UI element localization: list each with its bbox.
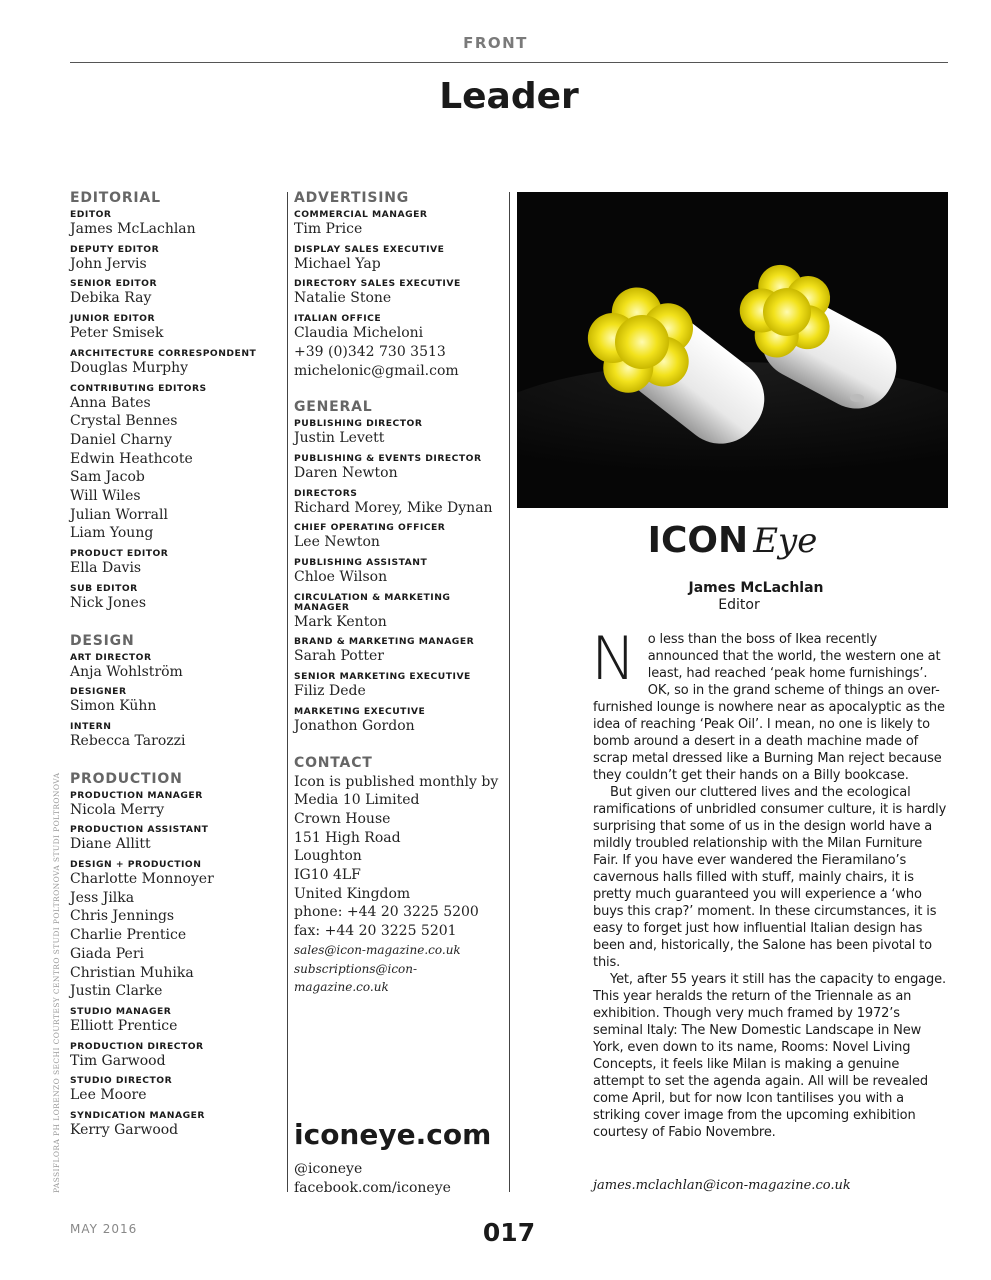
staff-name: Jess Jilka <box>70 889 135 906</box>
role-publishing-assistant: PUBLISHING ASSISTANT <box>294 557 428 569</box>
staff-name: James McLachlan <box>70 221 196 237</box>
contact-line: Loughton <box>294 848 362 865</box>
staff-name: Michael Yap <box>294 255 381 272</box>
website-url[interactable]: iconeye.com <box>294 1118 492 1151</box>
staff-name: Christian Muhika <box>70 964 194 981</box>
design-group <box>70 631 270 751</box>
section-label: FRONT <box>463 34 528 52</box>
staff-name: Jonathon Gordon <box>294 717 415 734</box>
role-directors: DIRECTORS <box>294 487 358 499</box>
page-number: 017 <box>482 1218 536 1247</box>
contact-line: 151 High Road <box>294 829 401 846</box>
author-name: James McLachlan <box>688 580 824 596</box>
contact-address <box>294 773 504 997</box>
staff-name: Daren Newton <box>294 464 398 481</box>
staff-column-1 <box>70 188 270 1158</box>
staff-name: Sarah Potter <box>294 648 384 665</box>
role-production-director: PRODUCTION DIRECTOR <box>70 1040 204 1052</box>
contact-line: Crown House <box>294 810 391 827</box>
role-directory-sales-executive: DIRECTORY SALES EXECUTIVE <box>294 278 461 290</box>
staff-name: Simon Kühn <box>70 698 157 715</box>
staff-column-2 <box>294 188 504 1014</box>
staff-name: +39 (0)342 730 3513 <box>294 343 446 360</box>
staff-name: Tim Price <box>294 221 363 237</box>
contact-email[interactable]: subscriptions@icon-magazine.co.uk <box>294 961 418 995</box>
staff-name: Mark Kenton <box>294 613 387 630</box>
page-title: Leader <box>439 76 579 117</box>
cover-photo <box>517 192 948 508</box>
editor-letter-body <box>591 624 949 1141</box>
contact-line: phone: +44 20 3225 5200 <box>294 904 479 921</box>
staff-name: John Jervis <box>70 255 147 272</box>
staff-name: Liam Young <box>70 525 154 542</box>
staff-name: Justin Clarke <box>70 983 163 1000</box>
dropcap: N <box>591 624 636 694</box>
staff-name: Tim Garwood <box>70 1052 166 1069</box>
staff-name: Crystal Bennes <box>70 413 178 430</box>
role-senior-editor: SENIOR EDITOR <box>70 278 158 290</box>
staff-name: Justin Levett <box>294 430 385 447</box>
staff-name: Douglas Murphy <box>70 359 189 376</box>
staff-name: Sam Jacob <box>70 469 145 486</box>
masthead <box>517 520 948 561</box>
staff-name: Elliott Prentice <box>70 1017 178 1034</box>
staff-name: Lee Newton <box>294 534 380 551</box>
masthead-eye: Eye <box>753 521 818 561</box>
editor-email[interactable]: james.mclachlan@icon-magazine.co.uk <box>593 1178 851 1193</box>
contact-group <box>294 753 504 997</box>
issue-date: MAY 2016 <box>70 1222 138 1236</box>
staff-name: Lee Moore <box>70 1087 147 1104</box>
role-senior-marketing-executive: SENIOR MARKETING EXECUTIVE <box>294 671 471 683</box>
contact-line: IG10 4LF <box>294 867 361 884</box>
contact-email[interactable]: sales@icon-magazine.co.uk <box>294 942 461 957</box>
general-heading: GENERAL <box>294 399 373 416</box>
role-architecture-correspondent: ARCHITECTURE CORRESPONDENT <box>70 347 257 359</box>
masthead-icon: ICON <box>647 520 749 561</box>
role-production-manager: PRODUCTION MANAGER <box>70 789 203 801</box>
production-group <box>70 769 270 1140</box>
role-deputy-editor: DEPUTY EDITOR <box>70 243 160 255</box>
twitter-handle[interactable]: @iconeye <box>294 1161 363 1177</box>
role-contributing-editors: CONTRIBUTING EDITORS <box>70 382 207 394</box>
role-syndication-manager: SYNDICATION MANAGER <box>70 1110 205 1122</box>
staff-name: Anja Wohlström <box>70 663 183 680</box>
column-divider-2 <box>509 192 510 1192</box>
role-commercial-manager: COMMERCIAL MANAGER <box>294 209 428 220</box>
staff-name: Will Wiles <box>70 488 141 505</box>
staff-name: Rebecca Tarozzi <box>70 732 186 749</box>
staff-name[interactable]: michelonic@gmail.com <box>294 362 459 379</box>
role-publishing-director: PUBLISHING DIRECTOR <box>294 418 423 430</box>
column-divider-1 <box>287 192 288 1192</box>
staff-name: Peter Smisek <box>70 325 164 342</box>
staff-name: Daniel Charny <box>70 431 172 448</box>
staff-name: Kerry Garwood <box>70 1122 179 1139</box>
role-italian-office: ITALIAN OFFICE <box>294 313 382 325</box>
role-circulation-marketing-manager: CIRCULATION & MARKETING MANAGER <box>294 591 451 613</box>
paragraph-2: But given our cluttered lives and the ecological ramifications of unbridled consumer culture, it is hardly surprising that some of us in the design world have a mildly troubled relationship with the Milan Furniture Fair. If you have ever wandered the Fieramilano’s cavernous halls filled with stuff, mainly chairs, it is pretty much guaranteed you will experience a ‘who buys this crap?’ moment. In these circumstances, it is easy to forget just how influential Italian design has been and, historically, the Salone has been pivotal to this. <box>593 785 947 970</box>
role-chief-operating-officer: CHIEF OPERATING OFFICER <box>294 522 446 534</box>
general-group <box>294 397 504 735</box>
role-art-director: ART DIRECTOR <box>70 651 152 663</box>
staff-name: Nick Jones <box>70 594 147 611</box>
role-design-production: DESIGN + PRODUCTION <box>70 859 202 871</box>
contact-line: fax: +44 20 3225 5201 <box>294 923 457 940</box>
author-role: Editor <box>718 597 760 613</box>
advertising-heading: ADVERTISING <box>294 190 410 206</box>
role-sub-editor: SUB EDITOR <box>70 582 138 594</box>
role-editor: EDITOR <box>70 209 112 220</box>
staff-name: Diane Allitt <box>70 836 151 853</box>
flower-lamps-illustration <box>517 192 948 508</box>
role-production-assistant: PRODUCTION ASSISTANT <box>70 824 209 836</box>
staff-name: Edwin Heathcote <box>70 450 193 467</box>
staff-name: Natalie Stone <box>294 290 392 307</box>
contact-heading: CONTACT <box>294 754 373 771</box>
staff-name: Anna Bates <box>70 394 151 411</box>
staff-name: Chris Jennings <box>70 908 175 925</box>
advertising-group <box>294 188 504 380</box>
contact-line: United Kingdom <box>294 885 411 902</box>
staff-name: Nicola Merry <box>70 801 165 818</box>
role-publishing-events-director: PUBLISHING & EVENTS DIRECTOR <box>294 452 482 464</box>
role-studio-manager: STUDIO MANAGER <box>70 1005 172 1017</box>
staff-name: Charlotte Monnoyer <box>70 871 214 888</box>
role-intern: INTERN <box>70 720 112 732</box>
role-product-editor: PRODUCT EDITOR <box>70 548 169 560</box>
paragraph-3: Yet, after 55 years it still has the capacity to engage. This year heralds the return of the Triennale as an exhibition. Though very much framed by 1972’s seminal Italy: The New Domestic Landscape in New York, even down to its name, Rooms: Novel Living Concepts, it feels like Milan is making a genuine attempt to set the agenda again. All will be revealed come April, but for now Icon tantilises you with a striking cover image from the upcoming exhibition courtesy of Fabio Novembre. <box>593 972 946 1140</box>
role-marketing-executive: MARKETING EXECUTIVE <box>294 705 426 717</box>
facebook-link[interactable]: facebook.com/iconeye <box>294 1179 451 1196</box>
staff-name: Filiz Dede <box>294 683 366 700</box>
top-rule <box>70 62 948 63</box>
role-brand-marketing-manager: BRAND & MARKETING MANAGER <box>294 636 475 648</box>
role-designer: DESIGNER <box>70 686 127 698</box>
role-display-sales-executive: DISPLAY SALES EXECUTIVE <box>294 243 445 255</box>
role-studio-director: STUDIO DIRECTOR <box>70 1075 173 1087</box>
staff-name: Chloe Wilson <box>294 569 388 586</box>
staff-name: Charlie Prentice <box>70 927 187 944</box>
production-heading: PRODUCTION <box>70 770 183 787</box>
social-links <box>294 1160 504 1197</box>
design-heading: DESIGN <box>70 632 135 649</box>
staff-name: Richard Morey, Mike Dynan <box>294 499 493 516</box>
role-junior-editor: JUNIOR EDITOR <box>70 313 156 325</box>
staff-name: Claudia Micheloni <box>294 325 424 342</box>
contact-line: Media 10 Limited <box>294 792 420 809</box>
photo-credit: PASSIFLORA PH LORENZO SECHI COURTESY CENTRO STUDI POLTRONOVA STUDI POLTRONOVA <box>52 772 61 1193</box>
paragraph-1: No less than the boss of Ikea recently announced that the world, the western one at least, had reached ‘peak home furnishings’. OK, so in the grand scheme of things an over-furnished lounge is nowhere near as apocalyptic as the idea of reaching ‘Peak Oil’. I mean, no one is likely to bomb around a desert in a death machine made of scrap metal dressed like a Burning Man reject because they couldn’t get their hands on a Billy bookcase. <box>591 624 945 783</box>
staff-name: Julian Worrall <box>70 506 168 523</box>
staff-name: Ella Davis <box>70 560 142 577</box>
contact-line: Icon is published monthly by <box>294 773 499 790</box>
editorial-heading: EDITORIAL <box>70 190 161 206</box>
staff-name: Debika Ray <box>70 290 152 307</box>
editorial-group <box>70 188 270 613</box>
staff-name: Giada Peri <box>70 945 145 962</box>
